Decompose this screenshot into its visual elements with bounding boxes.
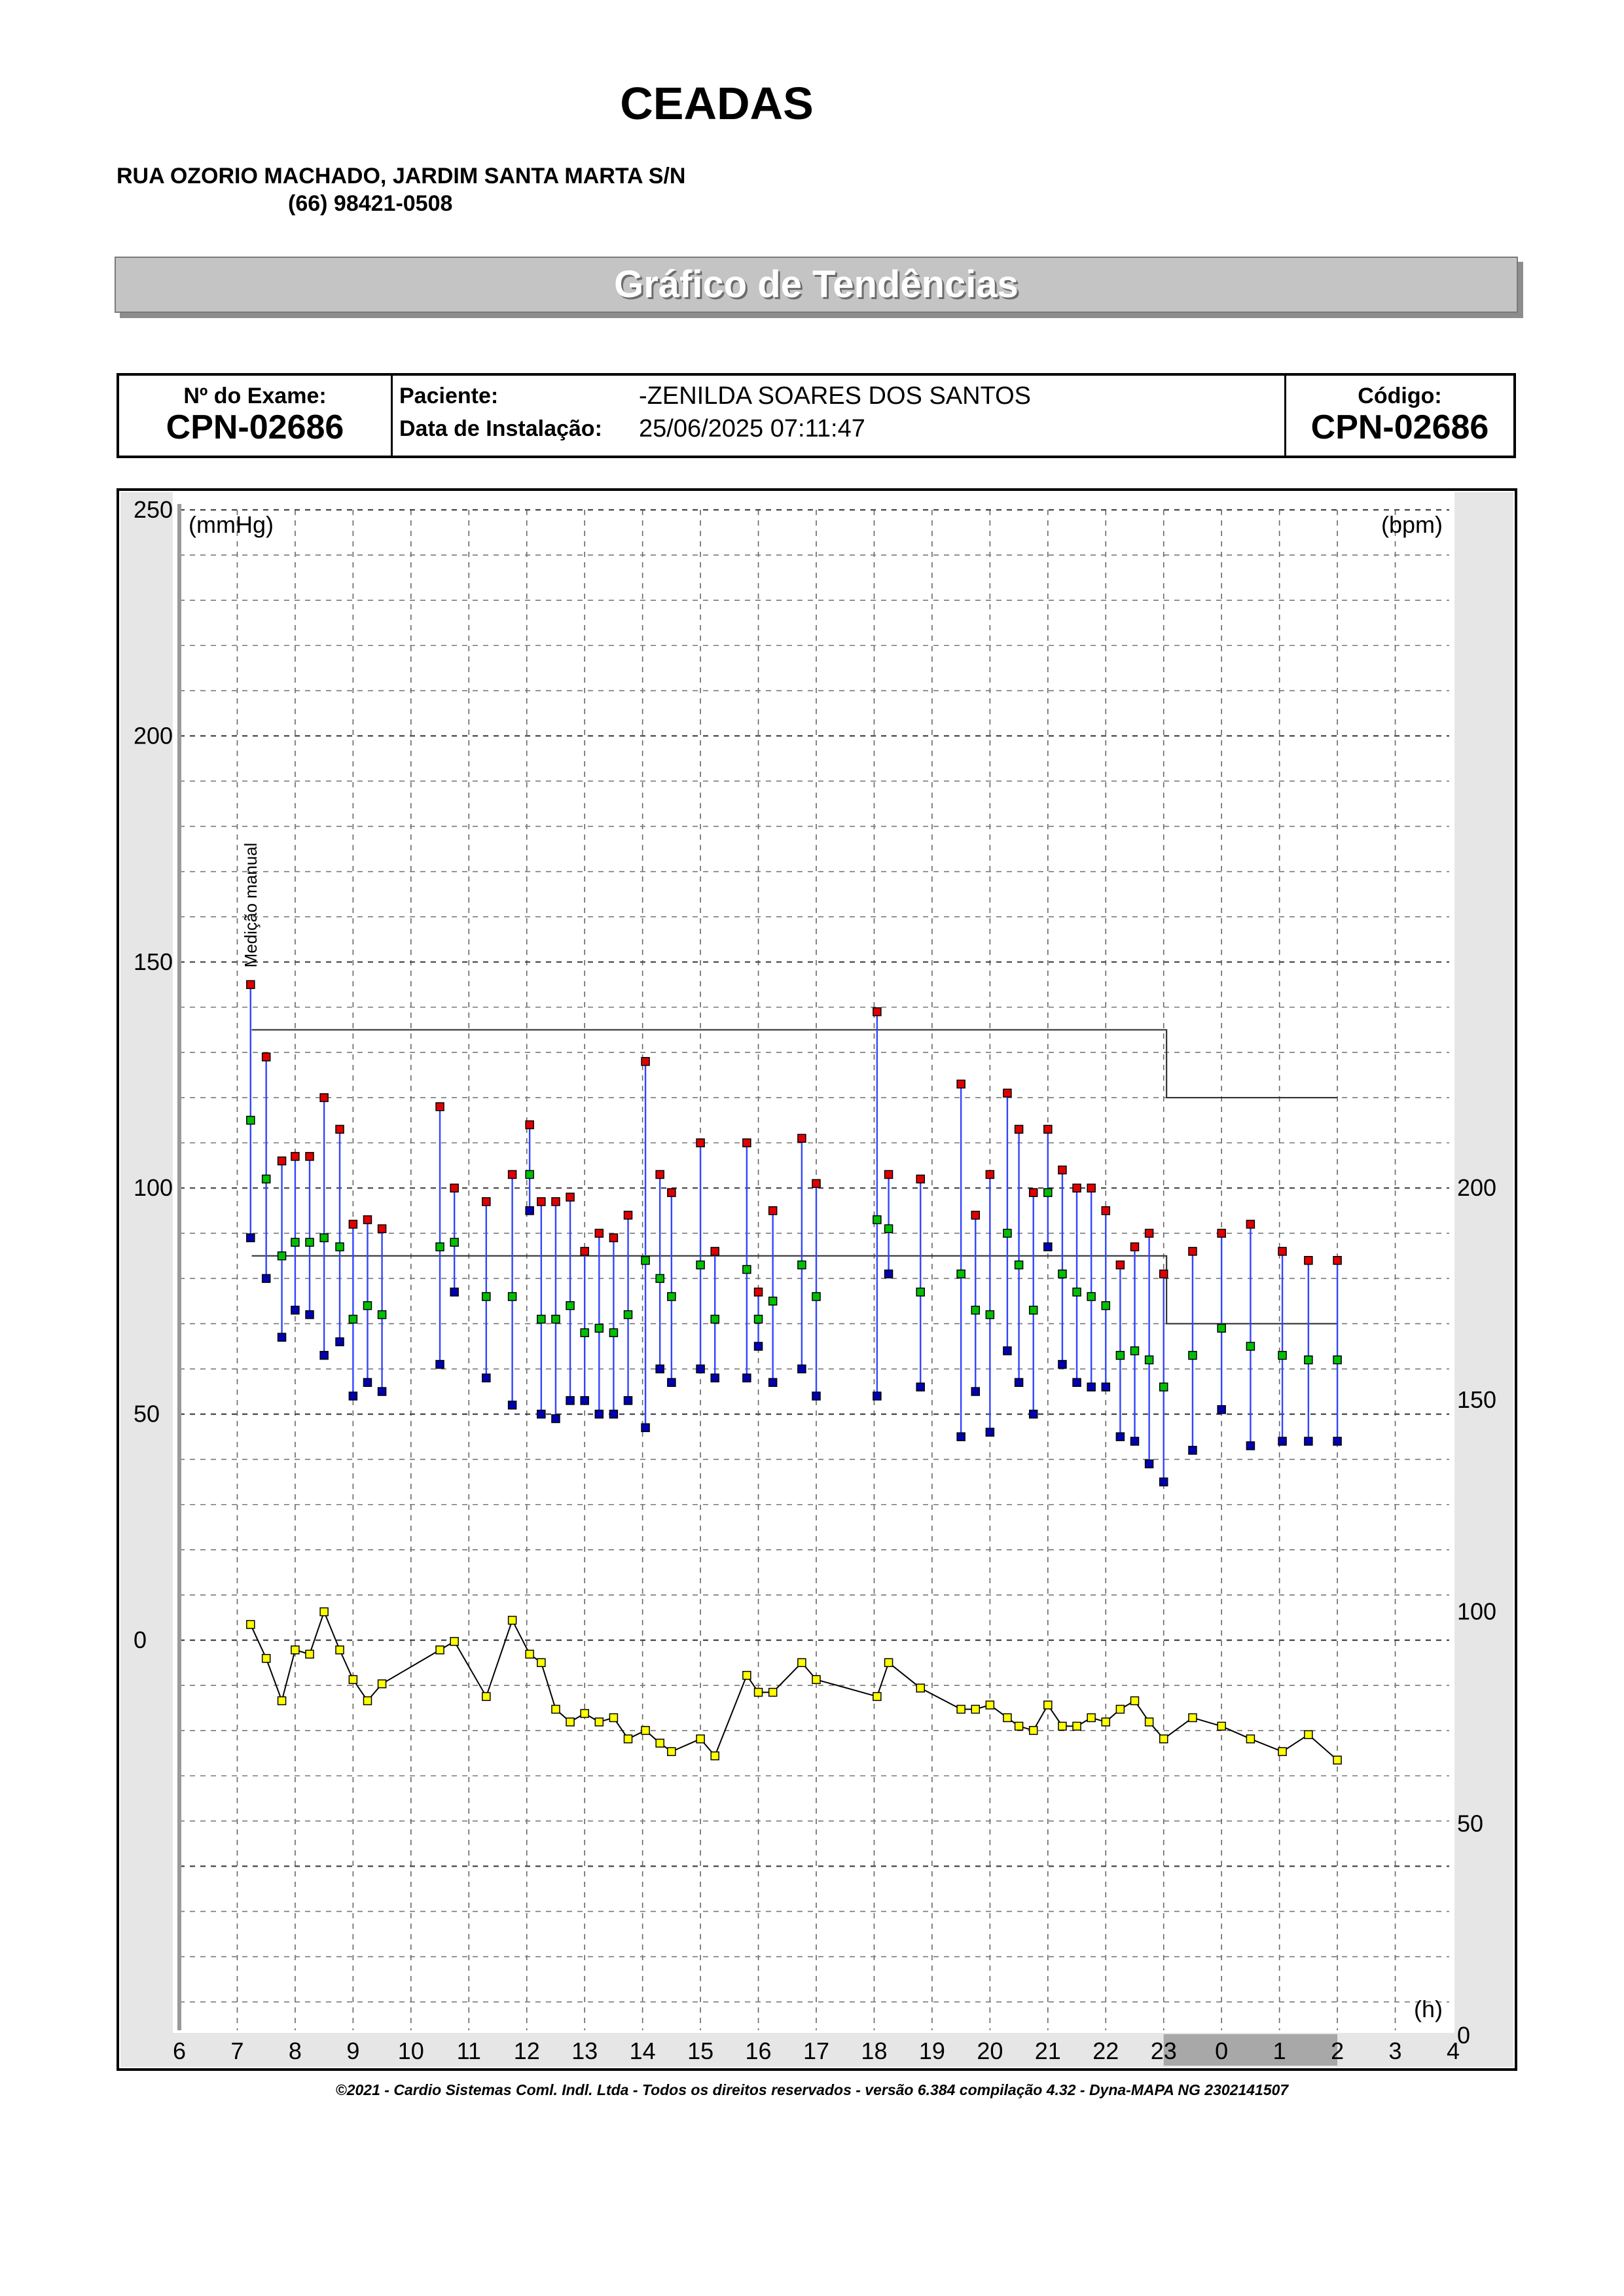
systolic-marker <box>349 1220 357 1228</box>
systolic-marker <box>1116 1261 1124 1269</box>
mean-marker <box>656 1274 664 1282</box>
heart-rate-marker <box>378 1680 386 1688</box>
diastolic-marker <box>812 1392 820 1400</box>
install-date-value: 25/06/2025 07:11:47 <box>639 415 865 442</box>
diastolic-marker <box>262 1274 270 1282</box>
mean-marker <box>971 1306 979 1314</box>
systolic-marker <box>1131 1243 1139 1251</box>
systolic-marker <box>1087 1184 1095 1192</box>
diastolic-marker <box>711 1374 719 1382</box>
mean-marker <box>769 1297 777 1305</box>
right-tick-label: 50 <box>1457 1810 1484 1837</box>
diastolic-marker <box>1058 1361 1066 1369</box>
diastolic-marker <box>986 1428 994 1436</box>
systolic-marker <box>624 1211 632 1219</box>
exam-number-value: CPN-02686 <box>166 408 344 446</box>
systolic-marker <box>971 1211 979 1219</box>
diastolic-marker <box>1131 1437 1139 1445</box>
heart-rate-marker <box>436 1646 444 1654</box>
diastolic-marker <box>1015 1378 1023 1386</box>
x-tick-label: 9 <box>346 2037 360 2064</box>
exam-number-cell <box>119 376 391 456</box>
heart-rate-marker <box>798 1659 806 1666</box>
mean-marker <box>873 1216 881 1224</box>
diastolic-marker <box>509 1401 516 1409</box>
systolic-marker <box>450 1184 458 1192</box>
systolic-marker <box>885 1170 893 1178</box>
heart-rate-marker <box>971 1706 979 1713</box>
mean-marker <box>743 1266 751 1274</box>
clinic-title: CEADAS <box>620 78 814 129</box>
mean-marker <box>1102 1302 1110 1310</box>
systolic-marker <box>378 1225 386 1232</box>
diastolic-marker <box>1278 1437 1286 1445</box>
mean-marker <box>247 1117 255 1124</box>
systolic-marker <box>291 1153 299 1160</box>
systolic-marker <box>1246 1220 1254 1228</box>
x-tick-label: 2 <box>1331 2037 1344 2064</box>
diastolic-marker <box>1189 1446 1197 1454</box>
right-tick-label: 200 <box>1457 1174 1497 1202</box>
systolic-marker <box>526 1121 533 1128</box>
heart-rate-marker <box>336 1646 344 1654</box>
x-tick-label: 0 <box>1215 2037 1229 2064</box>
code-value: CPN-02686 <box>1310 408 1489 446</box>
diastolic-marker <box>537 1410 545 1418</box>
mean-marker <box>1003 1229 1011 1237</box>
heart-rate-marker <box>1116 1706 1124 1713</box>
right-tick-label: 0 <box>1457 2022 1471 2049</box>
mean-marker <box>1305 1356 1312 1364</box>
mean-marker <box>1015 1261 1023 1269</box>
systolic-marker <box>566 1193 574 1201</box>
diastolic-marker <box>247 1234 255 1242</box>
heart-rate-marker <box>566 1718 574 1726</box>
mean-marker <box>552 1316 560 1323</box>
x-tick-label: 3 <box>1388 2037 1402 2064</box>
heart-rate-marker <box>916 1684 924 1692</box>
mean-marker <box>624 1311 632 1319</box>
diastolic-marker <box>1102 1383 1110 1391</box>
heart-rate-marker <box>986 1701 994 1709</box>
footer-copyright: ©2021 - Cardio Sistemas Coml. Indl. Ltda - Todos os direitos reservados - versão 6.384 compilação 4.32 - Dyna-MAPA NG 2302141507 <box>335 2081 1289 2098</box>
systolic-marker <box>320 1094 328 1102</box>
heart-rate-marker <box>1131 1697 1139 1705</box>
systolic-marker <box>1160 1270 1168 1278</box>
mean-marker <box>885 1225 893 1232</box>
systolic-marker <box>743 1139 751 1147</box>
heart-rate-marker <box>668 1748 676 1755</box>
x-tick-label: 22 <box>1092 2037 1119 2064</box>
diastolic-marker <box>566 1397 574 1405</box>
diastolic-marker <box>743 1374 751 1382</box>
heart-rate-marker <box>743 1672 751 1679</box>
mean-marker <box>1278 1352 1286 1359</box>
diastolic-marker <box>482 1374 490 1382</box>
heart-rate-marker <box>1160 1735 1168 1743</box>
mean-marker <box>595 1324 603 1332</box>
mean-marker <box>262 1175 270 1183</box>
diastolic-marker <box>1044 1243 1052 1251</box>
install-date-label: Data de Instalação: <box>399 416 602 441</box>
diastolic-marker <box>1087 1383 1095 1391</box>
systolic-marker <box>1333 1257 1341 1265</box>
systolic-marker <box>916 1175 924 1183</box>
mean-marker <box>349 1316 357 1323</box>
systolic-marker <box>278 1157 286 1165</box>
diastolic-marker <box>624 1397 632 1405</box>
heart-rate-marker <box>1058 1722 1066 1730</box>
night-period-band <box>1164 2034 1337 2066</box>
systolic-marker <box>509 1170 516 1178</box>
mean-marker <box>1087 1293 1095 1300</box>
diastolic-marker <box>595 1410 603 1418</box>
trend-chart <box>117 488 1517 2071</box>
diastolic-marker <box>1116 1433 1124 1441</box>
systolic-marker <box>798 1134 806 1142</box>
heart-rate-marker <box>363 1697 371 1705</box>
heart-rate-marker <box>320 1608 328 1616</box>
mean-marker <box>916 1288 924 1296</box>
diastolic-marker <box>971 1388 979 1395</box>
x-tick-label: 15 <box>687 2037 714 2064</box>
heart-rate-marker <box>482 1693 490 1700</box>
x-tick-label: 4 <box>1446 2037 1460 2064</box>
left-tick-label: 0 <box>134 1626 147 1653</box>
systolic-marker <box>1073 1184 1081 1192</box>
heart-rate-marker <box>262 1655 270 1662</box>
heart-rate-marker <box>552 1706 560 1713</box>
manual-measurement-annotation: Medição manual <box>240 842 261 968</box>
diastolic-marker <box>696 1365 704 1373</box>
mean-marker <box>1044 1189 1052 1196</box>
systolic-marker <box>363 1216 371 1224</box>
heart-rate-marker <box>526 1650 533 1658</box>
x-tick-label: 1 <box>1272 2037 1286 2064</box>
mean-marker <box>1030 1306 1038 1314</box>
x-tick-label: 7 <box>230 2037 244 2064</box>
systolic-marker <box>711 1247 719 1255</box>
heart-rate-marker <box>1102 1718 1110 1726</box>
systolic-marker <box>641 1058 649 1066</box>
report-banner: Gráfico de Tendências <box>115 257 1518 313</box>
diastolic-marker <box>916 1383 924 1391</box>
patient-label: Paciente: <box>399 384 499 408</box>
mean-marker <box>1073 1288 1081 1296</box>
systolic-marker <box>1218 1229 1225 1237</box>
diastolic-marker <box>320 1352 328 1359</box>
heart-rate-marker <box>755 1689 763 1696</box>
mean-marker <box>957 1270 965 1278</box>
left-tick-label: 150 <box>134 948 173 975</box>
heart-rate-marker <box>1305 1731 1312 1738</box>
info-divider <box>391 376 393 456</box>
mean-marker <box>363 1302 371 1310</box>
x-axis-unit: (h) <box>1414 1996 1443 2022</box>
heart-rate-marker <box>1333 1756 1341 1764</box>
heart-rate-marker <box>306 1650 314 1658</box>
diastolic-marker <box>1160 1478 1168 1486</box>
clinic-address: RUA OZORIO MACHADO, JARDIM SANTA MARTA S/N <box>117 164 686 188</box>
diastolic-marker <box>378 1388 386 1395</box>
diastolic-marker <box>336 1338 344 1346</box>
mean-marker <box>526 1170 533 1178</box>
mean-marker <box>1131 1347 1139 1355</box>
code-cell <box>1286 376 1513 456</box>
systolic-marker <box>769 1207 777 1215</box>
mean-marker <box>1146 1356 1153 1364</box>
diastolic-marker <box>581 1397 588 1405</box>
left-tick-label: 250 <box>134 496 173 523</box>
systolic-marker <box>537 1198 545 1206</box>
diastolic-marker <box>306 1311 314 1319</box>
systolic-marker <box>609 1234 617 1242</box>
heart-rate-marker <box>1246 1735 1254 1743</box>
x-tick-label: 6 <box>172 2037 187 2064</box>
heart-rate-marker <box>1073 1722 1081 1730</box>
systolic-marker <box>986 1170 994 1178</box>
patient-cell <box>399 376 1283 456</box>
mean-marker <box>1189 1352 1197 1359</box>
heart-rate-marker <box>1015 1722 1023 1730</box>
systolic-marker <box>873 1008 881 1016</box>
heart-rate-marker <box>1278 1748 1286 1755</box>
systolic-marker <box>1102 1207 1110 1215</box>
x-tick-label: 16 <box>745 2037 772 2064</box>
systolic-marker <box>1305 1257 1312 1265</box>
mean-marker <box>668 1293 676 1300</box>
mean-marker <box>278 1252 286 1260</box>
systolic-marker <box>755 1288 763 1296</box>
patient-name: -ZENILDA SOARES DOS SANTOS <box>639 382 1032 410</box>
heart-rate-marker <box>595 1718 603 1726</box>
x-tick-label: 11 <box>456 2037 481 2064</box>
x-tick-label: 13 <box>571 2037 598 2064</box>
heart-rate-marker <box>624 1735 632 1743</box>
diastolic-marker <box>552 1415 560 1423</box>
diastolic-marker <box>363 1378 371 1386</box>
x-tick-label: 8 <box>288 2037 302 2064</box>
heart-rate-marker <box>278 1697 286 1705</box>
systolic-marker <box>1015 1125 1023 1133</box>
mean-marker <box>336 1243 344 1251</box>
mean-marker <box>798 1261 806 1269</box>
systolic-marker <box>1278 1247 1286 1255</box>
heart-rate-marker <box>641 1727 649 1734</box>
diastolic-marker <box>798 1365 806 1373</box>
heart-rate-marker <box>656 1739 664 1747</box>
systolic-marker <box>1044 1125 1052 1133</box>
systolic-marker <box>1003 1089 1011 1097</box>
x-tick-label: 21 <box>1034 2037 1061 2064</box>
heart-rate-marker <box>450 1638 458 1645</box>
exam-number-label: Nº do Exame: <box>183 384 327 408</box>
systolic-marker <box>656 1170 664 1178</box>
systolic-marker <box>436 1103 444 1111</box>
x-tick-label: 20 <box>977 2037 1003 2064</box>
diastolic-marker <box>1030 1410 1038 1418</box>
mean-marker <box>711 1316 719 1323</box>
heart-rate-marker <box>537 1659 545 1666</box>
right-axis-unit: (bpm) <box>1380 511 1443 538</box>
x-tick-label: 19 <box>918 2037 945 2064</box>
mean-marker <box>537 1316 545 1323</box>
diastolic-marker <box>291 1306 299 1314</box>
diastolic-marker <box>873 1392 881 1400</box>
heart-rate-marker <box>769 1689 777 1696</box>
diastolic-marker <box>1305 1437 1312 1445</box>
systolic-marker <box>1189 1247 1197 1255</box>
diastolic-marker <box>609 1410 617 1418</box>
left-tick-label: 100 <box>134 1174 173 1202</box>
systolic-marker <box>668 1189 676 1196</box>
diastolic-marker <box>957 1433 965 1441</box>
systolic-marker <box>812 1179 820 1187</box>
systolic-marker <box>957 1080 965 1088</box>
systolic-marker <box>552 1198 560 1206</box>
diastolic-marker <box>755 1342 763 1350</box>
systolic-marker <box>1146 1229 1153 1237</box>
mean-marker <box>812 1293 820 1300</box>
heart-rate-marker <box>1146 1718 1153 1726</box>
diastolic-marker <box>641 1424 649 1431</box>
diastolic-marker <box>349 1392 357 1400</box>
systolic-marker <box>482 1198 490 1206</box>
left-axis-unit: (mmHg) <box>189 511 274 538</box>
heart-rate-marker <box>349 1676 357 1683</box>
mean-marker <box>509 1293 516 1300</box>
heart-rate-marker <box>1218 1722 1225 1730</box>
systolic-marker <box>247 980 255 988</box>
systolic-marker <box>595 1229 603 1237</box>
exam-info-box <box>117 373 1516 458</box>
mean-marker <box>378 1311 386 1319</box>
mean-marker <box>1058 1270 1066 1278</box>
x-tick-label: 23 <box>1150 2037 1177 2064</box>
mean-marker <box>641 1257 649 1265</box>
mean-marker <box>1116 1352 1124 1359</box>
diastolic-marker <box>656 1365 664 1373</box>
right-tick-label: 100 <box>1457 1598 1497 1625</box>
mean-marker <box>436 1243 444 1251</box>
left-tick-label: 50 <box>134 1400 160 1427</box>
mean-marker <box>482 1293 490 1300</box>
diastolic-marker <box>278 1333 286 1341</box>
x-tick-label: 12 <box>513 2037 540 2064</box>
mean-marker <box>1333 1356 1341 1364</box>
heart-rate-marker <box>509 1617 516 1624</box>
mean-marker <box>1218 1324 1225 1332</box>
systolic-marker <box>336 1125 344 1133</box>
mean-marker <box>566 1302 574 1310</box>
heart-rate-marker <box>885 1659 893 1666</box>
left-tick-label: 200 <box>134 722 173 749</box>
diastolic-marker <box>885 1270 893 1278</box>
diastolic-marker <box>1218 1406 1225 1414</box>
mean-marker <box>609 1329 617 1336</box>
clinic-phone: (66) 98421-0508 <box>288 191 453 216</box>
heart-rate-marker <box>609 1713 617 1721</box>
diastolic-marker <box>1146 1460 1153 1468</box>
heart-rate-marker <box>1044 1701 1052 1709</box>
diastolic-marker <box>668 1378 676 1386</box>
heart-rate-marker <box>1189 1713 1197 1721</box>
mean-marker <box>291 1238 299 1246</box>
heart-rate-marker <box>711 1752 719 1760</box>
systolic-marker <box>262 1053 270 1061</box>
diastolic-marker <box>1003 1347 1011 1355</box>
trend-chart-svg <box>117 488 1517 2071</box>
systolic-marker <box>696 1139 704 1147</box>
code-label: Código: <box>1358 384 1442 408</box>
heart-rate-marker <box>812 1676 820 1683</box>
x-tick-label: 14 <box>629 2037 656 2064</box>
systolic-marker <box>1058 1166 1066 1174</box>
systolic-marker <box>1030 1189 1038 1196</box>
heart-rate-marker <box>873 1693 881 1700</box>
x-tick-label: 18 <box>861 2037 888 2064</box>
heart-rate-marker <box>581 1710 588 1717</box>
heart-rate-marker <box>247 1621 255 1628</box>
diastolic-marker <box>526 1207 533 1215</box>
mean-marker <box>450 1238 458 1246</box>
diastolic-marker <box>1246 1442 1254 1450</box>
mean-marker <box>320 1234 328 1242</box>
mean-marker <box>306 1238 314 1246</box>
diastolic-marker <box>769 1378 777 1386</box>
mean-marker <box>986 1311 994 1319</box>
heart-rate-marker <box>1087 1713 1095 1721</box>
right-tick-label: 150 <box>1457 1386 1497 1413</box>
heart-rate-marker <box>1003 1713 1011 1721</box>
mean-marker <box>696 1261 704 1269</box>
mean-marker <box>755 1316 763 1323</box>
systolic-marker <box>581 1247 588 1255</box>
systolic-marker <box>306 1153 314 1160</box>
mean-marker <box>581 1329 588 1336</box>
heart-rate-marker <box>1030 1727 1038 1734</box>
diastolic-marker <box>1333 1437 1341 1445</box>
heart-rate-marker <box>957 1706 965 1713</box>
heart-rate-marker <box>696 1735 704 1743</box>
x-tick-label: 10 <box>397 2037 424 2064</box>
heart-rate-marker <box>291 1646 299 1654</box>
diastolic-marker <box>436 1361 444 1369</box>
mean-marker <box>1246 1342 1254 1350</box>
diastolic-marker <box>1073 1378 1081 1386</box>
diastolic-marker <box>450 1288 458 1296</box>
mean-marker <box>1160 1383 1168 1391</box>
x-tick-label: 17 <box>803 2037 830 2064</box>
